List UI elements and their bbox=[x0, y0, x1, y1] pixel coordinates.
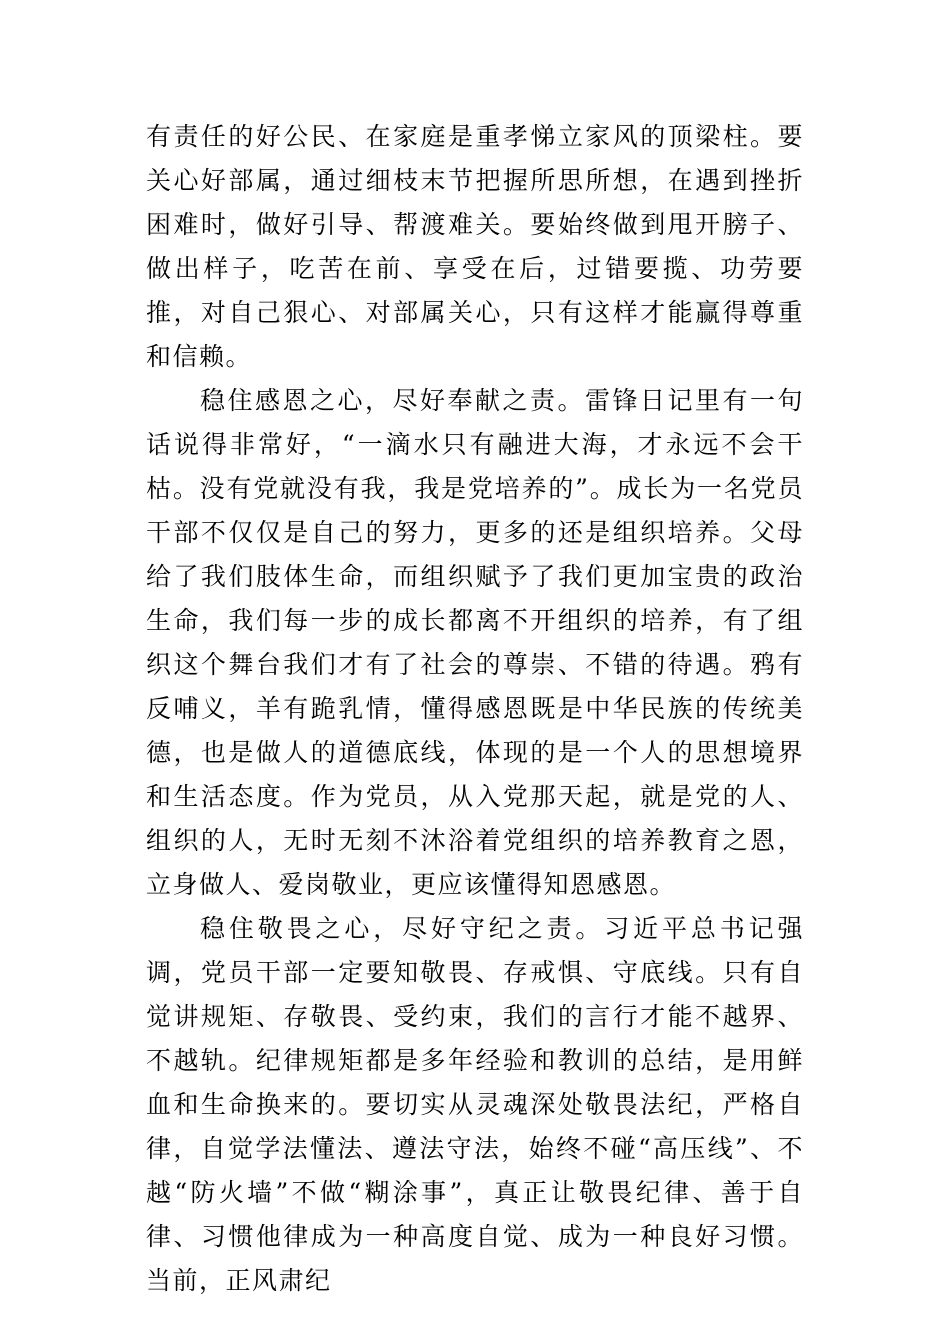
paragraph-2: 稳住感恩之心，尽好奉献之责。雷锋日记里有一句话说得非常好，“一滴水只有融进大海，才永远不会干枯。没有党就没有我，我是党培养的”。成长为一名党员干部不仅仅是自己的努力，更多的还是组织培养。父母给了我们肢体生命，而组织赋予了我们更加宝贵的政治生命，我们每一步的成长都离不开组织的培养，有了组织这个舞台我们才有了社会的尊崇、不错的待遇。鸦有反哺义，羊有跪乳情，懂得感恩既是中华民族的传统美德，也是做人的道德底线，体现的是一个人的思想境界和生活态度。作为党员，从入党那天起，就是党的人、组织的人，无时无刻不沐浴着党组织的培养教育之恩，立身做人、爱岗敬业，更应该懂得知恩感恩。 bbox=[146, 386, 804, 899]
paragraph-3: 稳住敬畏之心，尽好守纪之责。习近平总书记强调，党员干部一定要知敬畏、存戒惧、守底线。只有自觉讲规矩、存敬畏、受约束，我们的言行才能不越界、不越轨。纪律规矩都是多年经验和教训的总结，是用鲜血和生命换来的。要切实从灵魂深处敬畏法纪，严格自律，自觉学法懂法、遵法守法，始终不碰“高压线”、不越“防火墙”不做“糊涂事”，真正让敬畏纪律、善于自律、习惯他律成为一种高度自觉、成为一种良好习惯。当前，正风肃纪 bbox=[146, 914, 804, 1295]
paragraph-1: 有责任的好公民、在家庭是重孝悌立家风的顶梁柱。要关心好部属，通过细枝末节把握所思所想，在遇到挫折困难时，做好引导、帮渡难关。要始终做到甩开膀子、做出样子，吃苦在前、享受在后，过错要揽、功劳要推，对自己狠心、对部属关心，只有这样才能赢得尊重和信赖。 bbox=[146, 122, 804, 371]
document-page bbox=[146, 115, 804, 1303]
